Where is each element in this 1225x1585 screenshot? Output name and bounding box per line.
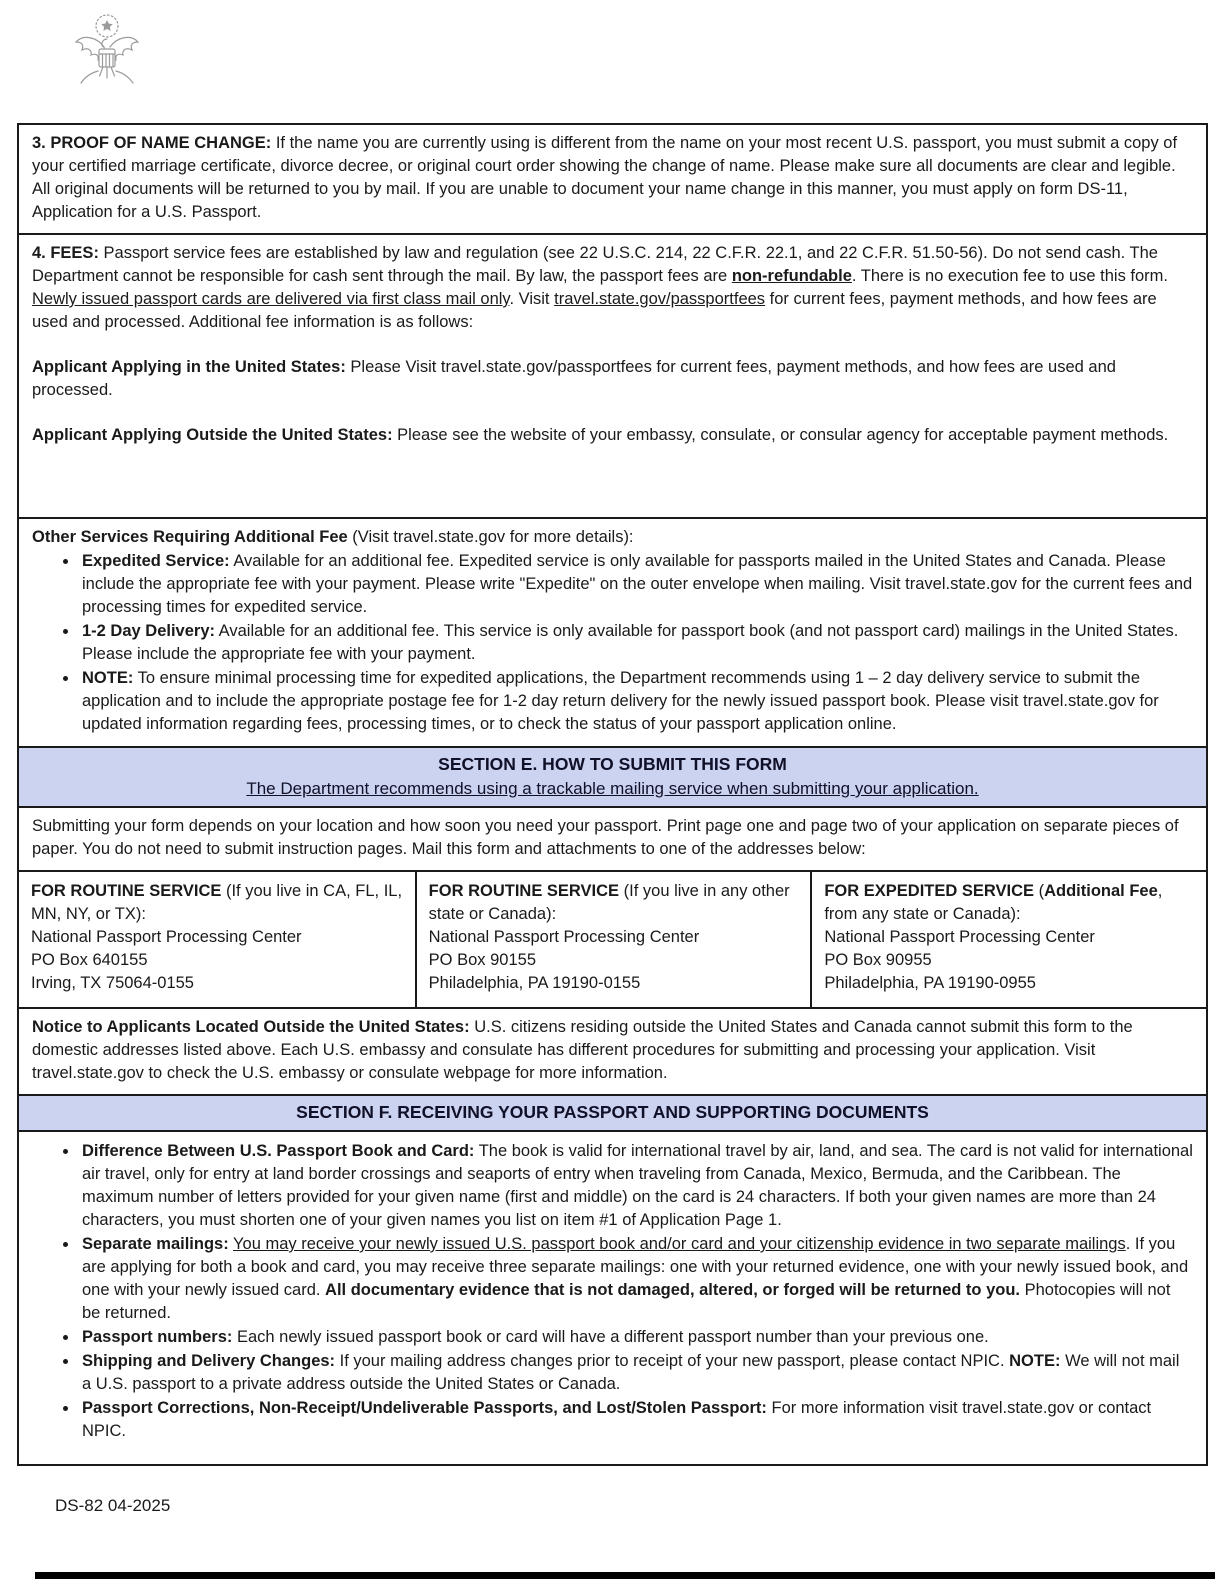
fees-intro-text: 4. FEES: Passport service fees are established by law and regulation (see 22 U.S.C. 214, 22 C.F.R. 22.1, and 22 C.F.R. 51.50-56). Do not send cash. The Department cannot be responsible for cash sent through the mail. By law, the passport fees are non-refundable. There is no execution fee to use this form. Newly issued passport cards are delivered via first class mail only. Visit travel.state.gov/passportfees for current fees, payment methods, and how fees are used and processed. Additional fee information is as follows:	[32, 244, 1169, 331]
form-number: DS-82 04-2025	[55, 1496, 171, 1515]
section-f-bullet-list	[32, 1140, 1193, 1443]
eagle-seal-icon	[72, 12, 142, 92]
address-line: National Passport Processing Center	[824, 928, 1095, 946]
address-line: PO Box 640155	[31, 951, 148, 969]
address-heading: FOR ROUTINE SERVICE (If you live in CA, FL, IL, MN, NY, or TX):	[31, 882, 403, 923]
bullet-shipping-delivery-changes: • Shipping and Delivery Changes: If your mailing address changes prior to receipt of your new passport, please contact NPIC. NOTE: We will not mail a U.S. passport to a private address outside the United States or Canada.	[79, 1350, 1193, 1396]
bullet-book-vs-card: • Difference Between U.S. Passport Book and Card: The book is valid for international travel by air, land, and sea. The card is not valid for international air travel, only for entry at land border crossings and seaports of entry when traveling from Canada, Mexico, Bermuda, and the Caribbean. The maximum number of letters provided for your given name (first and middle) on the card is 24 characters. If both your given names are more than 24 characters, you must shorten one of your given names you list on item #1 of Application Page 1.	[79, 1140, 1193, 1232]
bullet-separate-mailings: • Separate mailings: You may receive your newly issued U.S. passport book and/or card and your citizenship evidence in two separate mailings. If you are applying for both a book and card, you may receive three separate mailings: one with your returned evidence, one with your newly issued book, and one with your newly issued card. All documentary evidence that is not damaged, altered, or forged will be returned to you. Photocopies will not be returned.	[79, 1233, 1193, 1325]
bullet-note-processing-time: • NOTE: To ensure minimal processing time for expedited applications, the Department recommends using 1 – 2 day delivery service to submit the application and to include the appropriate postage fee for 1-2 day return delivery for the newly issued passport book. Please visit travel.state.gov for updated information regarding fees, processing times, or to check the status of your passport application online.	[79, 667, 1193, 736]
bullet-passport-corrections: • Passport Corrections, Non-Receipt/Undeliverable Passports, and Lost/Stolen Passport: For more information visit travel.state.gov or contact NPIC.	[79, 1397, 1193, 1443]
section-f-header	[19, 1094, 1206, 1130]
applicant-outside-us-text: Applicant Applying Outside the United States: Please see the website of your embassy, consulate, or consular agency for acceptable payment methods.	[32, 426, 1169, 444]
other-services-bullet-list	[32, 550, 1193, 736]
address-line: PO Box 90155	[428, 951, 536, 969]
address-line: Philadelphia, PA 19190-0955	[824, 974, 1036, 992]
page-bottom-rule	[35, 1572, 1215, 1579]
section-fees	[19, 233, 1206, 517]
notice-outside-us-text: Notice to Applicants Located Outside the United States: U.S. citizens residing outside the United States and Canada cannot submit this form to the domestic addresses listed above. Each U.S. embassy and consulate has different procedures for submitting and processing your application. Visit travel.state.gov to check the U.S. embassy or consulate webpage for more information.	[32, 1018, 1133, 1082]
section-e-intro	[19, 806, 1206, 870]
great-seal-logo	[72, 12, 142, 92]
mailing-address-table	[19, 870, 1206, 1007]
bullet-1-2-day-delivery: • 1-2 Day Delivery: Available for an additional fee. This service is only available for passport book (and not passport card) mailings in the United States. Please include the appropriate fee with your payment.	[79, 620, 1193, 666]
address-expedited-service	[810, 872, 1206, 1007]
address-line: National Passport Processing Center	[428, 928, 700, 946]
address-routine-service-1	[19, 872, 415, 1007]
other-services-heading: Other Services Requiring Additional Fee (Visit travel.state.gov for more details):	[32, 528, 634, 546]
section-other-services	[19, 517, 1206, 746]
bullet-passport-numbers: • Passport numbers: Each newly issued passport book or card will have a different passport number than your previous one.	[79, 1326, 1193, 1349]
address-routine-service-2	[415, 872, 811, 1007]
address-line: Philadelphia, PA 19190-0155	[428, 974, 641, 992]
section-f-title: SECTION F. RECEIVING YOUR PASSPORT AND SUPPORTING DOCUMENTS	[296, 1102, 929, 1122]
section-proof-of-name-change	[19, 125, 1206, 233]
address-line: Irving, TX 75064-0155	[31, 974, 194, 992]
instructions-table	[17, 123, 1208, 1466]
applicant-in-us-text: Applicant Applying in the United States: Please Visit travel.state.gov/passportfees for current fees, payment methods, and how fees are used and processed.	[32, 358, 1116, 399]
address-heading: FOR EXPEDITED SERVICE (Additional Fee, from any state or Canada):	[824, 882, 1163, 923]
address-line: National Passport Processing Center	[31, 928, 302, 946]
section-f-body	[19, 1130, 1206, 1464]
bullet-expedited-service: • Expedited Service: Available for an additional fee. Expedited service is only available for passports mailed in the United States and Canada. Please include the appropriate fee with your payment. Please write "Expedite" on the outer envelope when mailing. Visit travel.state.gov for the current fees and processing times for expedited service.	[79, 550, 1193, 619]
section-e-subtitle: The Department recommends using a trackable mailing service when submitting your application.	[246, 779, 979, 798]
notice-outside-us	[19, 1007, 1206, 1094]
proof-of-name-change-text: 3. PROOF OF NAME CHANGE: If the name you are currently using is different from the name on your most recent U.S. passport, you must submit a copy of your certified marriage certificate, divorce decree, or original court order showing the change of name. Please make sure all documents are clear and legible. All original documents will be returned to you by mail. If you are unable to document your name change in this manner, you must apply on form DS-11, Application for a U.S. Passport.	[32, 134, 1178, 221]
address-heading: FOR ROUTINE SERVICE (If you live in any other state or Canada):	[428, 882, 790, 923]
submit-instructions-text: Submitting your form depends on your location and how soon you need your passport. Print page one and page two of your application on separate pieces of paper. You do not need to submit instruction pages. Mail this form and attachments to one of the addresses below:	[32, 817, 1179, 858]
section-e-title: SECTION E. HOW TO SUBMIT THIS FORM	[438, 754, 787, 774]
section-e-header	[19, 746, 1206, 806]
address-line: PO Box 90955	[824, 951, 932, 969]
